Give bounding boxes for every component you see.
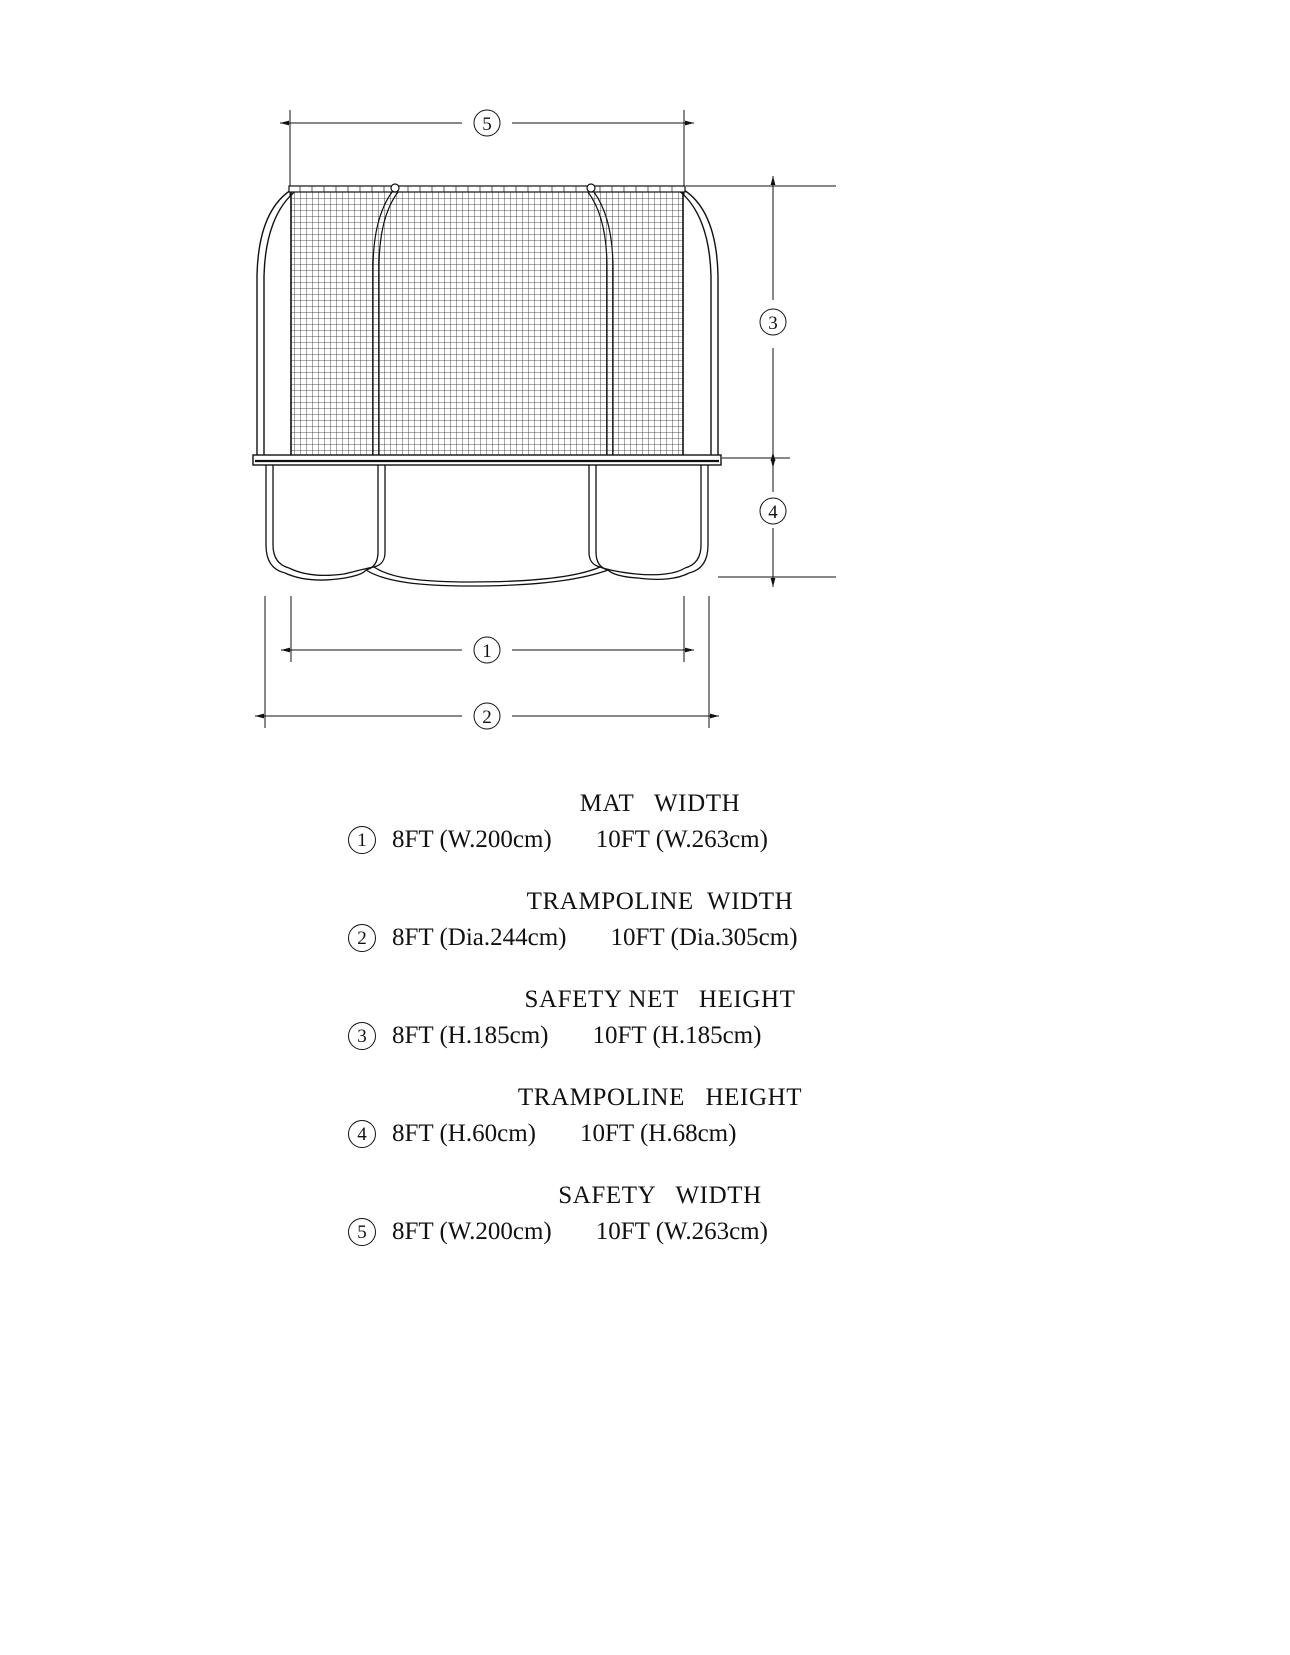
legend-value-trampoline-width-8ft: 8FT (Dia.244cm) xyxy=(392,924,567,951)
net-top-rail xyxy=(289,186,685,192)
legend-marker-2: 2 xyxy=(348,924,376,952)
legend-value-safety-net-height-10ft: 10FT (H.185cm) xyxy=(592,1022,762,1049)
safety-net-mesh xyxy=(291,189,683,457)
legend-marker-3: 3 xyxy=(348,1022,376,1050)
legend-entry-safety-net-height xyxy=(0,986,1290,1050)
legend-entry-safety-width xyxy=(0,1182,1290,1246)
callout-1-label: 1 xyxy=(482,641,492,662)
legend-entry-trampoline-width xyxy=(0,888,1290,952)
legend-value-trampoline-height-8ft: 8FT (H.60cm) xyxy=(392,1120,536,1147)
callout-5-label: 5 xyxy=(482,114,492,135)
legend-row-mat-width xyxy=(0,826,1290,854)
legend-value-trampoline-height-10ft: 10FT (H.68cm) xyxy=(579,1120,737,1147)
legend-title-trampoline-width: TRAMPOLINE WIDTH xyxy=(526,888,794,915)
legend-marker-4: 4 xyxy=(348,1120,376,1148)
legend-value-trampoline-width-10ft: 10FT (Dia.305cm) xyxy=(610,924,798,951)
legend-value-mat-width-10ft: 10FT (W.263cm) xyxy=(595,826,768,853)
trampoline-technical-drawing xyxy=(0,0,1290,780)
legend-entry-trampoline-height xyxy=(0,1084,1290,1148)
legend-title-safety-width: SAFETY WIDTH xyxy=(558,1182,762,1209)
legend-title-safety-net-height: SAFETY NET HEIGHT xyxy=(524,986,796,1013)
trampoline-legs xyxy=(266,465,708,586)
legend-row-safety-net-height xyxy=(0,1022,1290,1050)
legend-value-mat-width-8ft: 8FT (W.200cm) xyxy=(392,826,552,853)
legend-value-safety-width-10ft: 10FT (W.263cm) xyxy=(595,1218,768,1245)
dimension-legend xyxy=(0,790,1290,1280)
legend-title-trampoline-height: TRAMPOLINE HEIGHT xyxy=(517,1084,803,1111)
legend-title-mat-width: MAT WIDTH xyxy=(579,790,741,817)
callout-4-label: 4 xyxy=(768,502,778,523)
legend-row-trampoline-width xyxy=(0,924,1290,952)
legend-value-safety-net-height-8ft: 8FT (H.185cm) xyxy=(392,1022,549,1049)
legend-marker-5: 5 xyxy=(348,1218,376,1246)
legend-marker-1: 1 xyxy=(348,826,376,854)
legend-row-safety-width xyxy=(0,1218,1290,1246)
callout-2-label: 2 xyxy=(482,707,492,728)
legend-value-safety-width-8ft: 8FT (W.200cm) xyxy=(392,1218,552,1245)
callout-3-label: 3 xyxy=(768,313,778,334)
legend-row-trampoline-height xyxy=(0,1120,1290,1148)
legend-entry-mat-width xyxy=(0,790,1290,854)
